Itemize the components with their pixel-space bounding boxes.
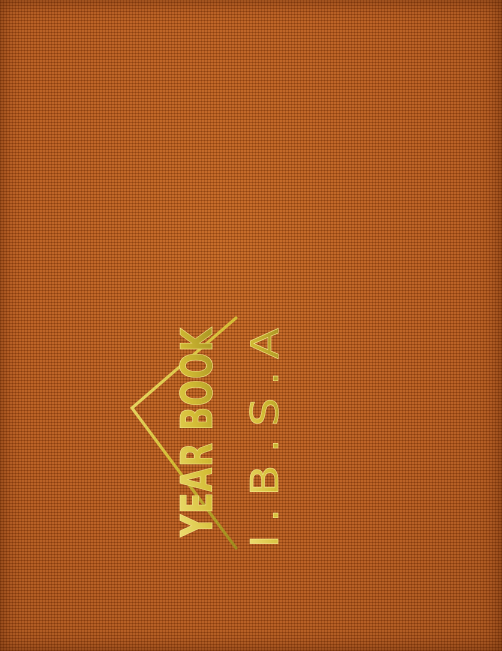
cover-title: YEAR BOOK <box>172 240 223 537</box>
organization-initials: I.B.S.A <box>243 354 287 548</box>
